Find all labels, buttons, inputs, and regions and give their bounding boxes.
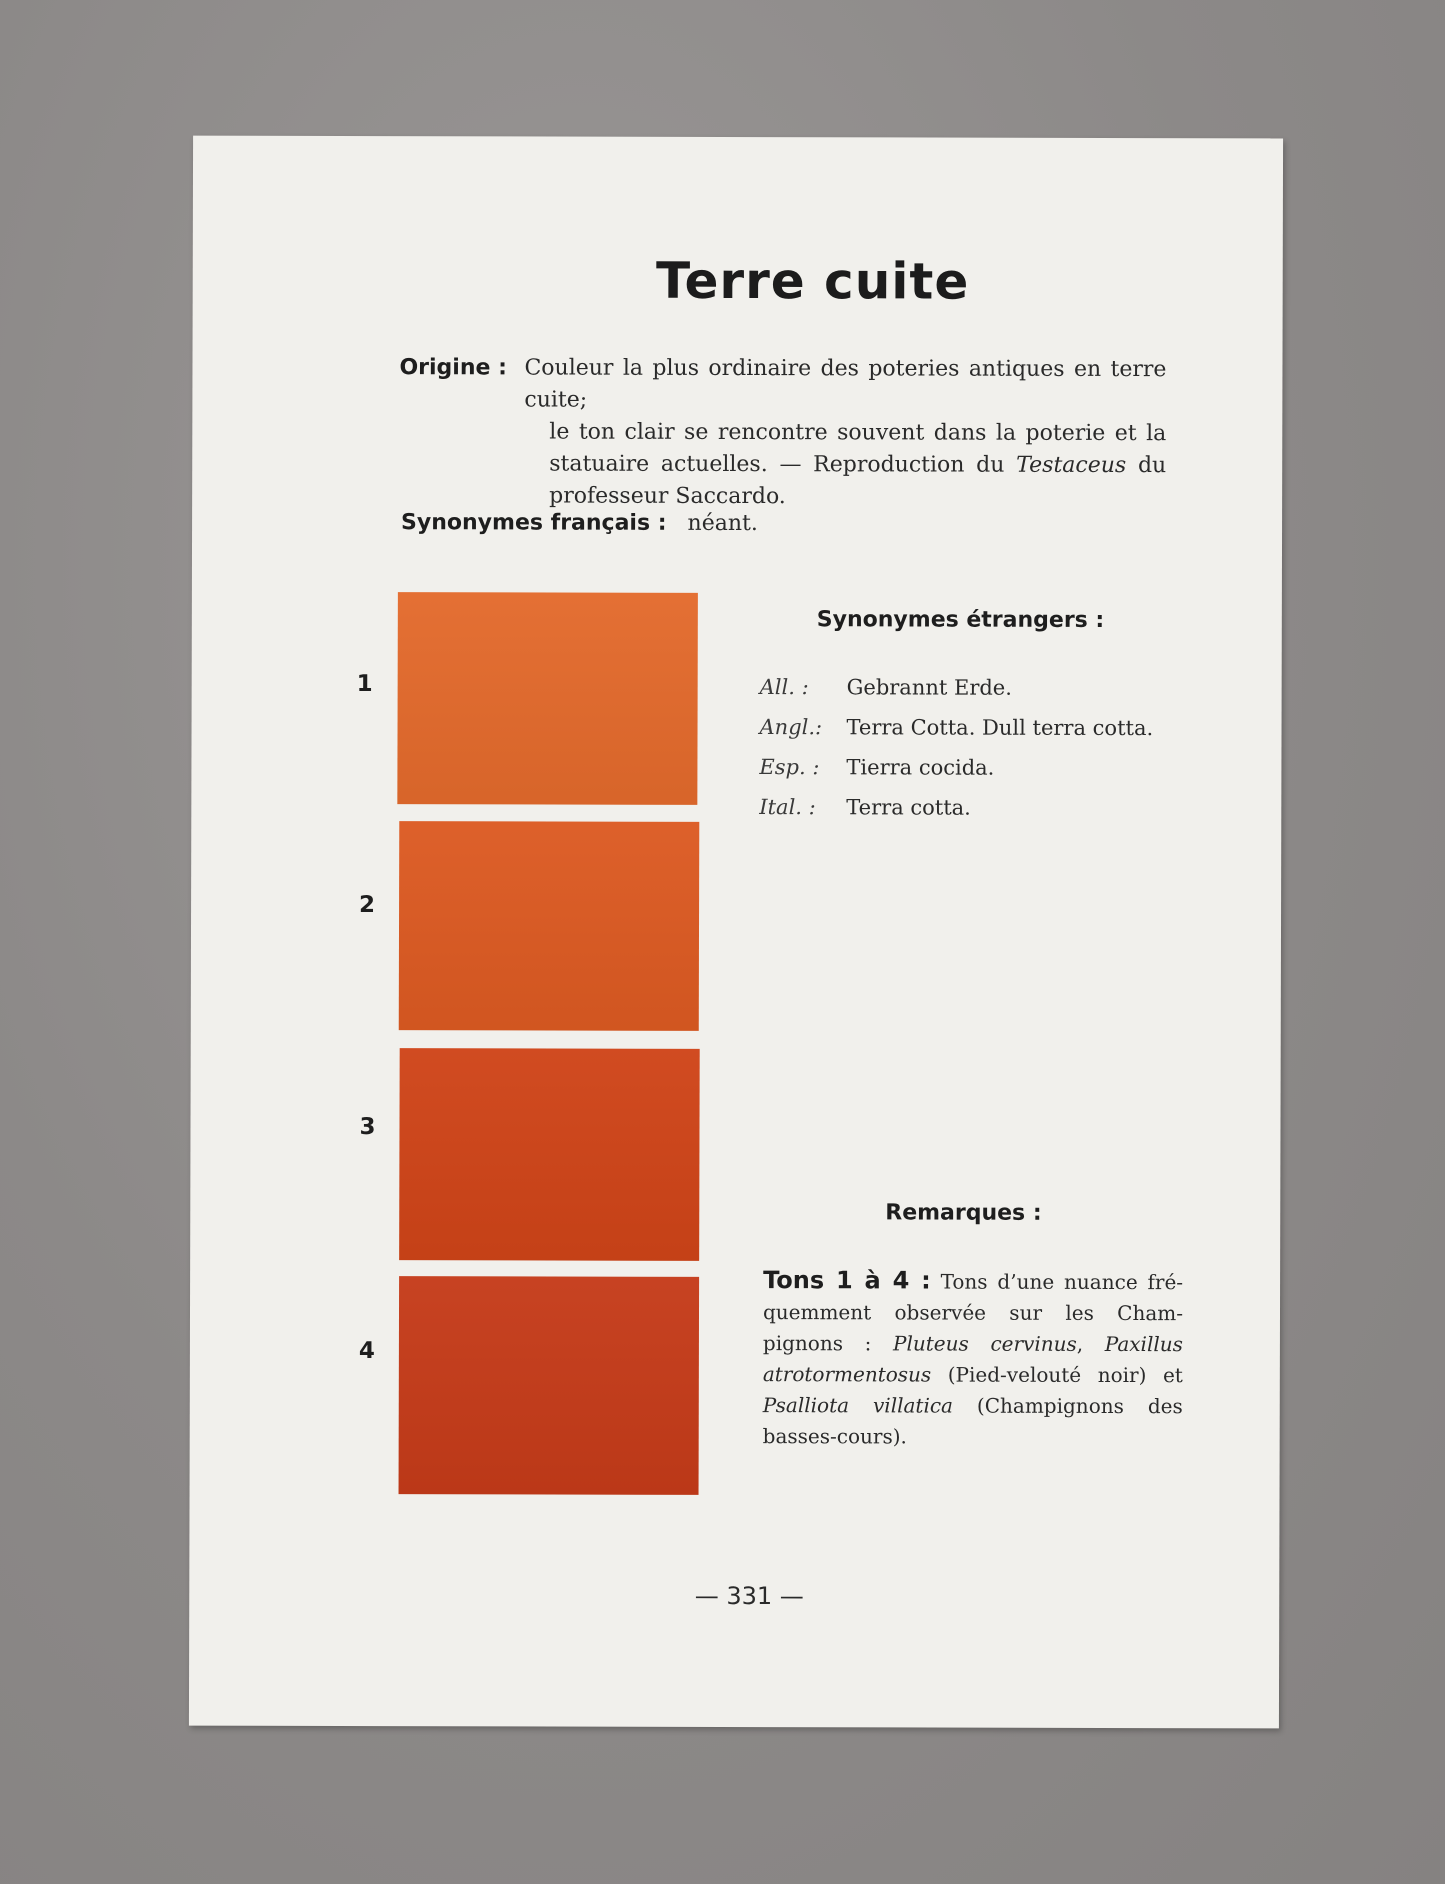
language-abbr: Angl.: xyxy=(759,715,823,740)
synonym-value: Gebrannt Erde. xyxy=(846,675,1012,700)
page-number: — 331 — xyxy=(694,1581,804,1611)
color-swatch-4 xyxy=(399,1276,700,1495)
species-pluteus: Pluteus cervinus xyxy=(893,1331,1077,1356)
remarques-label: Remarques : xyxy=(885,1200,1042,1226)
remarques-sep: , xyxy=(1076,1331,1105,1356)
remarques-text-2: (Pied-velouté noir) et xyxy=(931,1362,1183,1388)
color-swatch-2 xyxy=(399,821,700,1031)
remarques-body xyxy=(763,1265,1183,1453)
synonymes-francais-label: Synonymes français : xyxy=(401,510,667,536)
list-item xyxy=(759,787,1153,828)
language-abbr: Esp. : xyxy=(759,755,820,780)
origine-label: Origine : xyxy=(399,355,507,381)
synonym-value: Terra Cotta. Dull terra cotta. xyxy=(846,715,1154,741)
swatch-number-3: 3 xyxy=(359,1114,376,1141)
species-paxillus: Paxillus atrotormentosus xyxy=(762,1331,1183,1387)
synonym-value: Terra cotta. xyxy=(846,795,971,820)
language-abbr: Ital. : xyxy=(759,795,816,820)
synonym-value: Tierra cocida. xyxy=(846,755,995,780)
swatch-number-1: 1 xyxy=(356,671,373,698)
remarques-text-1: Tons d’une nuance fré-quemment observée sur les Cham-pignons : xyxy=(762,1269,1184,1356)
list-item xyxy=(759,707,1153,748)
origine-section xyxy=(399,352,1179,514)
synonymes-francais xyxy=(401,510,758,536)
species-psalliota: Psalliota villatica xyxy=(762,1393,954,1418)
synonymes-etrangers-list xyxy=(759,667,1153,828)
synonymes-francais-value: néant. xyxy=(687,510,758,537)
language-abbr: All. : xyxy=(759,675,809,700)
origine-species: Testaceus xyxy=(1016,452,1127,479)
list-item xyxy=(760,667,1154,708)
page-title: Terre cuite xyxy=(656,251,970,311)
tons-label: Tons 1 à 4 : xyxy=(763,1266,931,1295)
swatch-number-4: 4 xyxy=(358,1338,375,1365)
swatch-number-2: 2 xyxy=(359,892,376,919)
color-swatch-3 xyxy=(399,1048,700,1261)
origine-rest xyxy=(524,416,1166,514)
origine-rest-a: le ton clair se rencontre souvent dans la poterie et la statuaire actuelles. — Reproduction du xyxy=(549,419,1167,478)
origine-line-1: Couleur la plus ordinaire des poteries antiques en terre cuite; xyxy=(524,355,1167,413)
origine-text xyxy=(524,352,1166,514)
remarques-text xyxy=(763,1265,1183,1453)
plate-page xyxy=(189,136,1283,1729)
origine-rest-b: du professeur Saccardo. xyxy=(549,453,1167,510)
list-item xyxy=(759,747,1153,788)
color-swatch-1 xyxy=(397,592,698,805)
synonymes-etrangers-label: Synonymes étrangers : xyxy=(816,607,1105,633)
remarques-text-3: (Champignons des basses-cours). xyxy=(762,1393,1183,1449)
